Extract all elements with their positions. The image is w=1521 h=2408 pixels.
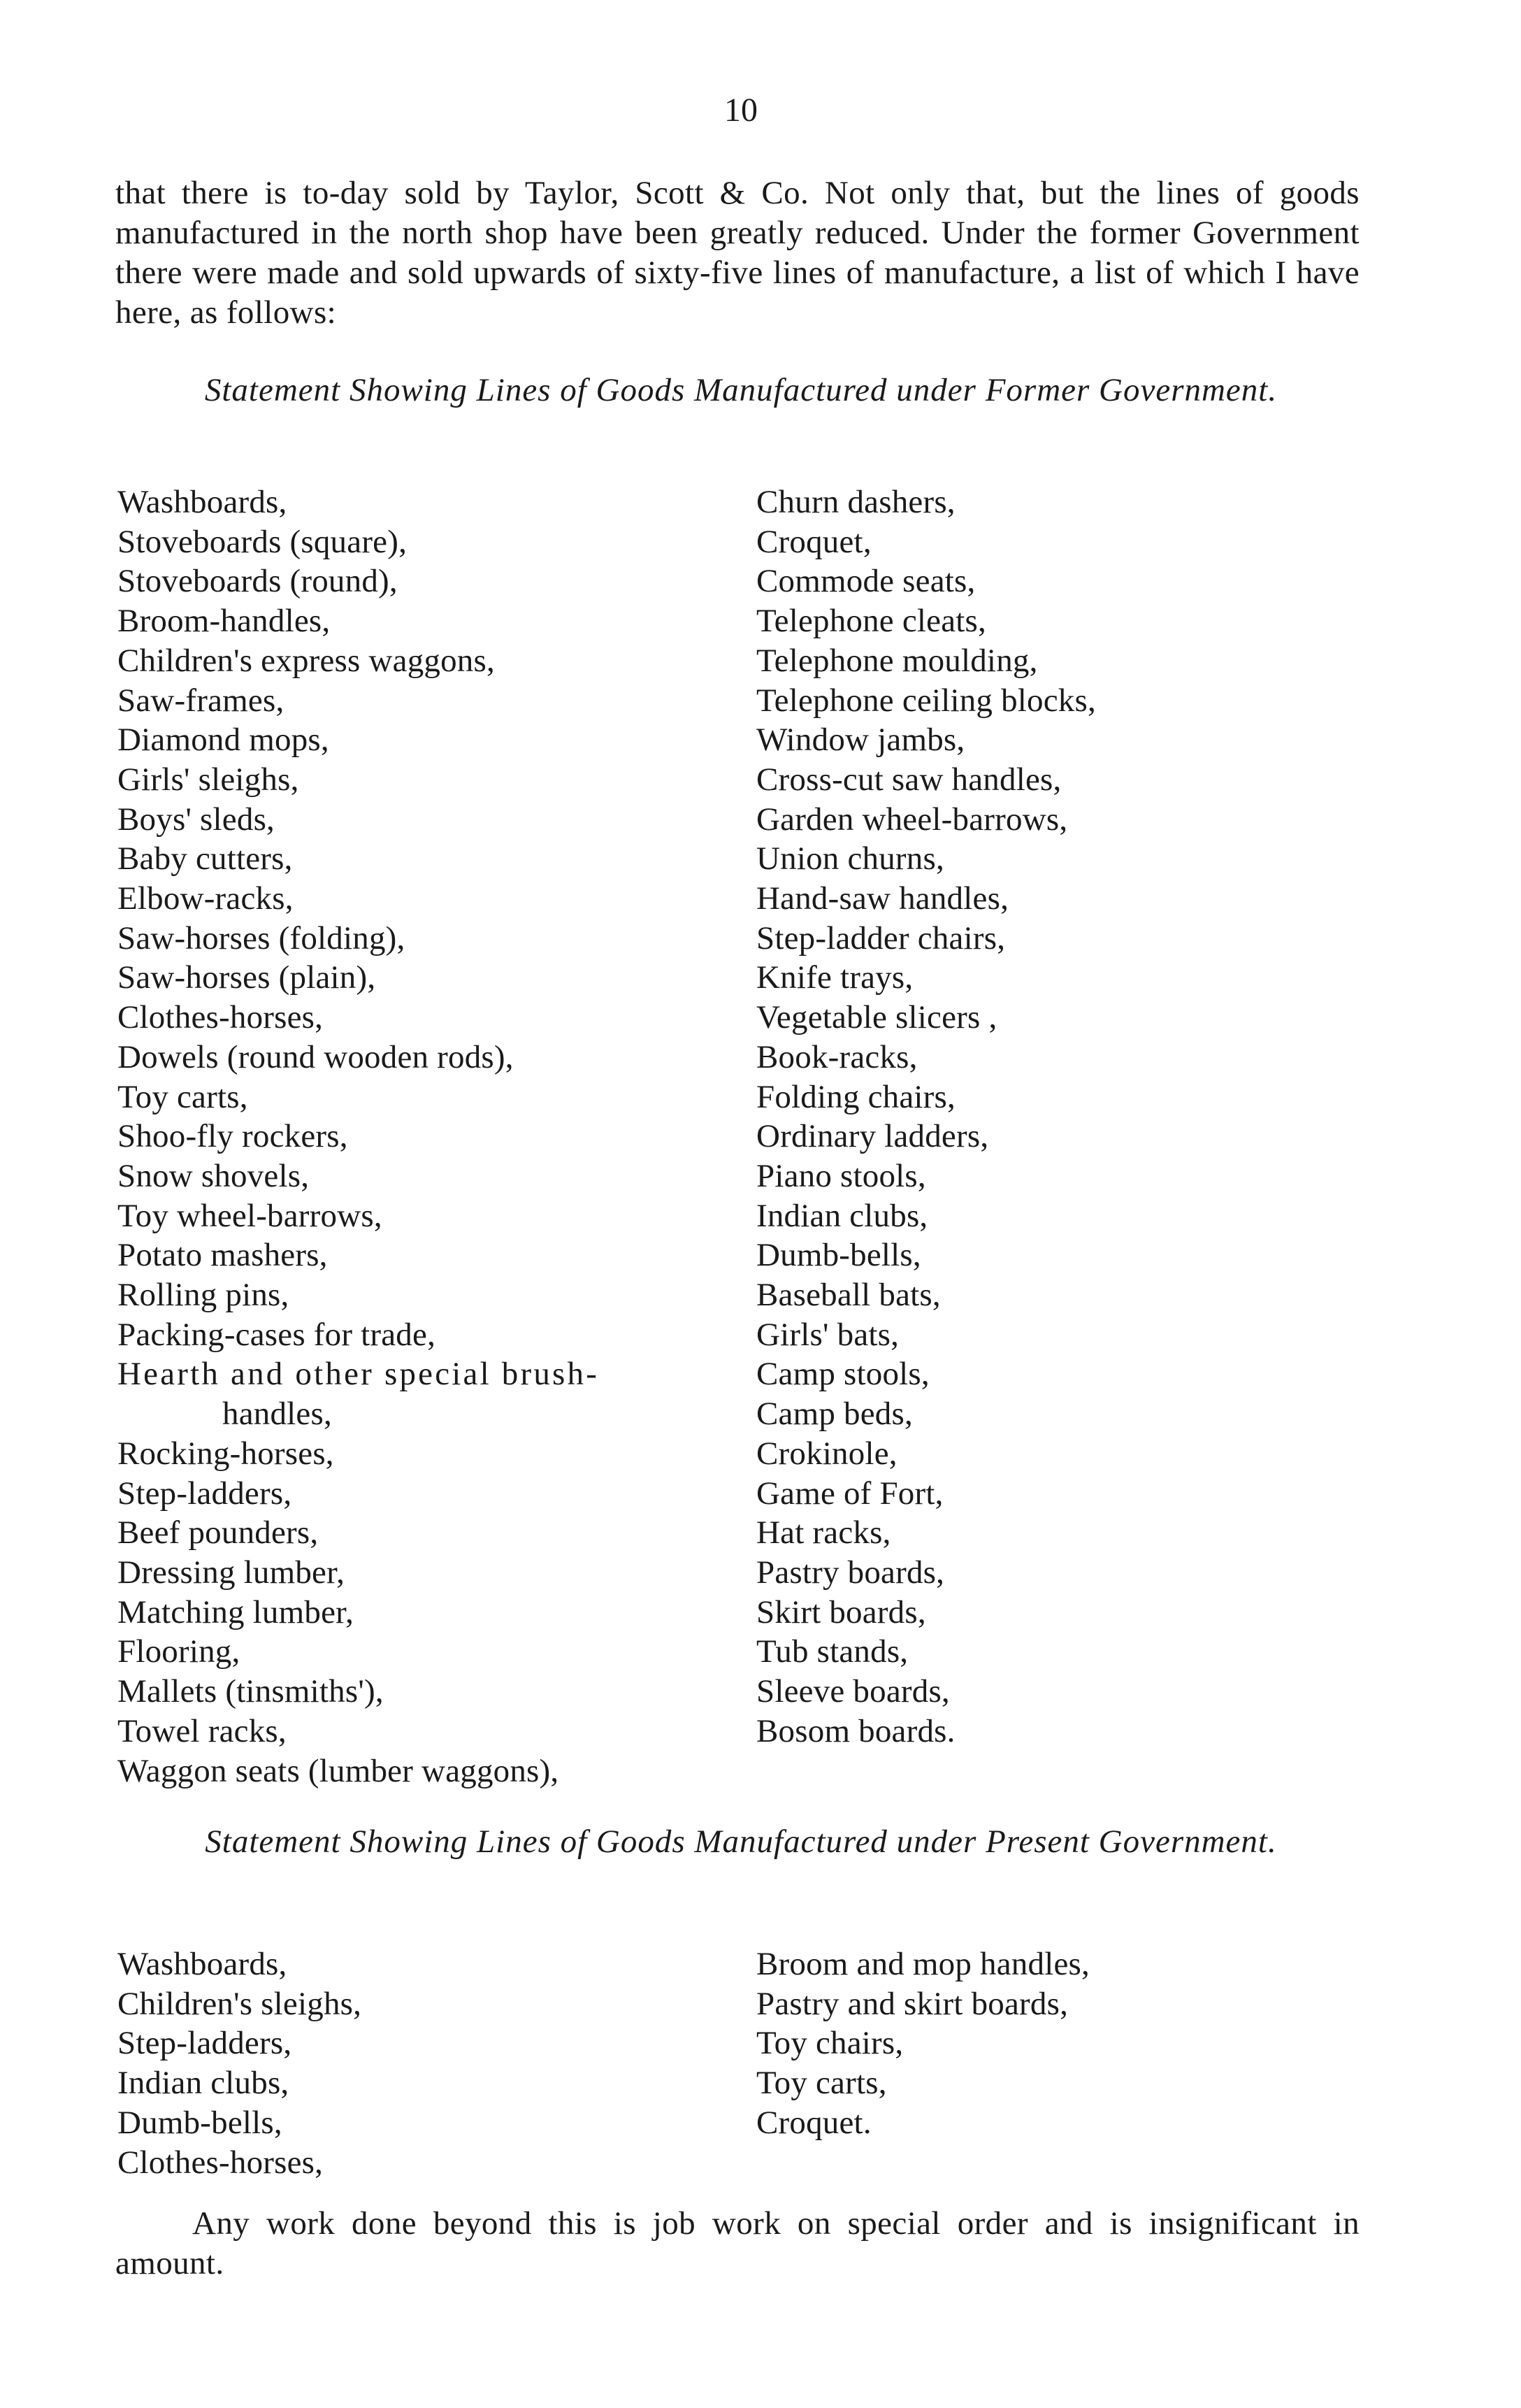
list-item: Children's express waggons, bbox=[117, 642, 495, 679]
list-item: Skirt boards, bbox=[756, 1593, 926, 1631]
list-item: Game of Fort, bbox=[756, 1475, 944, 1512]
list-item: Camp stools, bbox=[756, 1356, 930, 1393]
list-item: Boys' sleds, bbox=[117, 801, 275, 838]
list-item: Piano stools, bbox=[756, 1157, 926, 1194]
list-item: Girls' bats, bbox=[756, 1316, 900, 1353]
list-item: Washboards, bbox=[117, 484, 287, 520]
list-item: Garden wheel-barrows, bbox=[756, 801, 1068, 838]
list-item: Churn dashers, bbox=[756, 484, 956, 520]
page-number: 10 bbox=[724, 92, 758, 129]
list-item: Pastry boards, bbox=[756, 1554, 945, 1591]
list-item: Potato mashers, bbox=[117, 1237, 328, 1274]
list-item: Diamond mops, bbox=[117, 722, 329, 759]
list-item: Matching lumber, bbox=[117, 1593, 354, 1631]
list-item: Towel racks, bbox=[117, 1712, 287, 1749]
list-item: Croquet, bbox=[756, 523, 872, 560]
list-item: Commode seats, bbox=[756, 563, 976, 600]
list-item: Clothes-horses, bbox=[117, 999, 324, 1036]
list-item: Clothes-horses, bbox=[117, 2144, 324, 2181]
list-item: Step-ladder chairs, bbox=[756, 919, 1006, 956]
list-item: Indian clubs, bbox=[117, 2065, 289, 2102]
list-item: Elbow-racks, bbox=[117, 880, 294, 917]
list-item: Mallets (tinsmiths'), bbox=[117, 1673, 384, 1710]
list-item: Toy wheel-barrows, bbox=[117, 1197, 382, 1234]
list-item: Step-ladders, bbox=[117, 2025, 292, 2062]
list-item: Telephone ceiling blocks, bbox=[756, 682, 1096, 719]
list-item: Dumb-bells, bbox=[117, 2104, 282, 2141]
list-item: Snow shovels, bbox=[117, 1157, 310, 1194]
list-item: Dowels (round wooden rods), bbox=[117, 1038, 514, 1075]
list-item: Saw-horses (folding), bbox=[117, 919, 405, 956]
list-item: Hearth and other special brush- bbox=[117, 1356, 600, 1393]
list-item: Saw-horses (plain), bbox=[117, 959, 376, 996]
list-item: Sleeve boards, bbox=[756, 1673, 950, 1710]
list-item: Packing-cases for trade, bbox=[117, 1316, 436, 1353]
list-item: Telephone cleats, bbox=[756, 603, 986, 640]
former-government-heading: Statement Showing Lines of Goods Manufactured under Former Government. bbox=[204, 372, 1278, 408]
list-item: Toy chairs, bbox=[756, 2025, 904, 2062]
list-item: Toy carts, bbox=[756, 2065, 887, 2102]
closing-paragraph: Any work done beyond this is job work on special order and is insignificant in amount. bbox=[115, 2205, 1360, 2281]
list-item: Croquet. bbox=[756, 2104, 872, 2141]
former-right-list bbox=[756, 482, 1096, 1751]
list-item: Dumb-bells, bbox=[756, 1237, 921, 1274]
list-item: Folding chairs, bbox=[756, 1078, 956, 1115]
list-item: Dressing lumber, bbox=[117, 1554, 345, 1591]
list-item: Union churns, bbox=[756, 840, 944, 877]
list-item-continuation-text: handles, bbox=[222, 1396, 332, 1433]
list-item-continuation bbox=[117, 1394, 599, 1434]
list-item: Hat racks, bbox=[756, 1514, 891, 1551]
list-item: Bosom boards. bbox=[756, 1712, 956, 1749]
list-item: Knife trays, bbox=[756, 959, 914, 996]
list-item: Hand-saw handles, bbox=[756, 880, 1009, 917]
list-item: Tub stands, bbox=[756, 1633, 909, 1670]
list-item: Step-ladders, bbox=[117, 1475, 292, 1512]
list-item: Shoo-fly rockers, bbox=[117, 1118, 348, 1155]
list-item: Pastry and skirt boards, bbox=[756, 1985, 1069, 2022]
list-item: Baseball bats, bbox=[756, 1277, 941, 1314]
list-item: Saw-frames, bbox=[117, 682, 284, 719]
list-item: Ordinary ladders, bbox=[756, 1118, 989, 1155]
list-item: Stoveboards (round), bbox=[117, 563, 398, 600]
former-left-list bbox=[117, 482, 599, 1791]
list-item: Telephone moulding, bbox=[756, 642, 1038, 679]
present-right-list bbox=[756, 1944, 1090, 2143]
list-item: Toy carts, bbox=[117, 1078, 248, 1115]
present-left-list bbox=[117, 1944, 361, 2182]
list-item: Girls' sleighs, bbox=[117, 761, 299, 798]
list-item: Beef pounders, bbox=[117, 1514, 319, 1551]
list-item: Book-racks, bbox=[756, 1038, 918, 1075]
list-item: Waggon seats (lumber waggons), bbox=[117, 1752, 559, 1789]
intro-paragraph: that there is to-day sold by Taylor, Scott & Co. Not only that, but the lines of goods manufactured in the north shop have been greatly reduced. Under the former Government there were made and sold upwards of sixty-five lines of manufacture, a list of which I have here, as follows: bbox=[115, 175, 1360, 331]
list-item: Broom-handles, bbox=[117, 603, 331, 640]
list-item: Vegetable slicers , bbox=[756, 999, 997, 1036]
list-item: Crokinole, bbox=[756, 1435, 898, 1472]
list-item: Cross-cut saw handles, bbox=[756, 761, 1062, 798]
list-item: Washboards, bbox=[117, 1946, 287, 1982]
list-item: Broom and mop handles, bbox=[756, 1946, 1090, 1982]
list-item: Window jambs, bbox=[756, 722, 965, 759]
list-item: Rolling pins, bbox=[117, 1277, 289, 1314]
list-item: Camp beds, bbox=[756, 1396, 913, 1433]
list-item: Stoveboards (square), bbox=[117, 523, 408, 560]
list-item: Rocking-horses, bbox=[117, 1435, 334, 1472]
present-government-heading: Statement Showing Lines of Goods Manufactured under Present Government. bbox=[205, 1823, 1277, 1860]
list-item: Children's sleighs, bbox=[117, 1985, 362, 2022]
list-item: Indian clubs, bbox=[756, 1197, 928, 1234]
list-item: Flooring, bbox=[117, 1633, 240, 1670]
list-item: Baby cutters, bbox=[117, 840, 293, 877]
